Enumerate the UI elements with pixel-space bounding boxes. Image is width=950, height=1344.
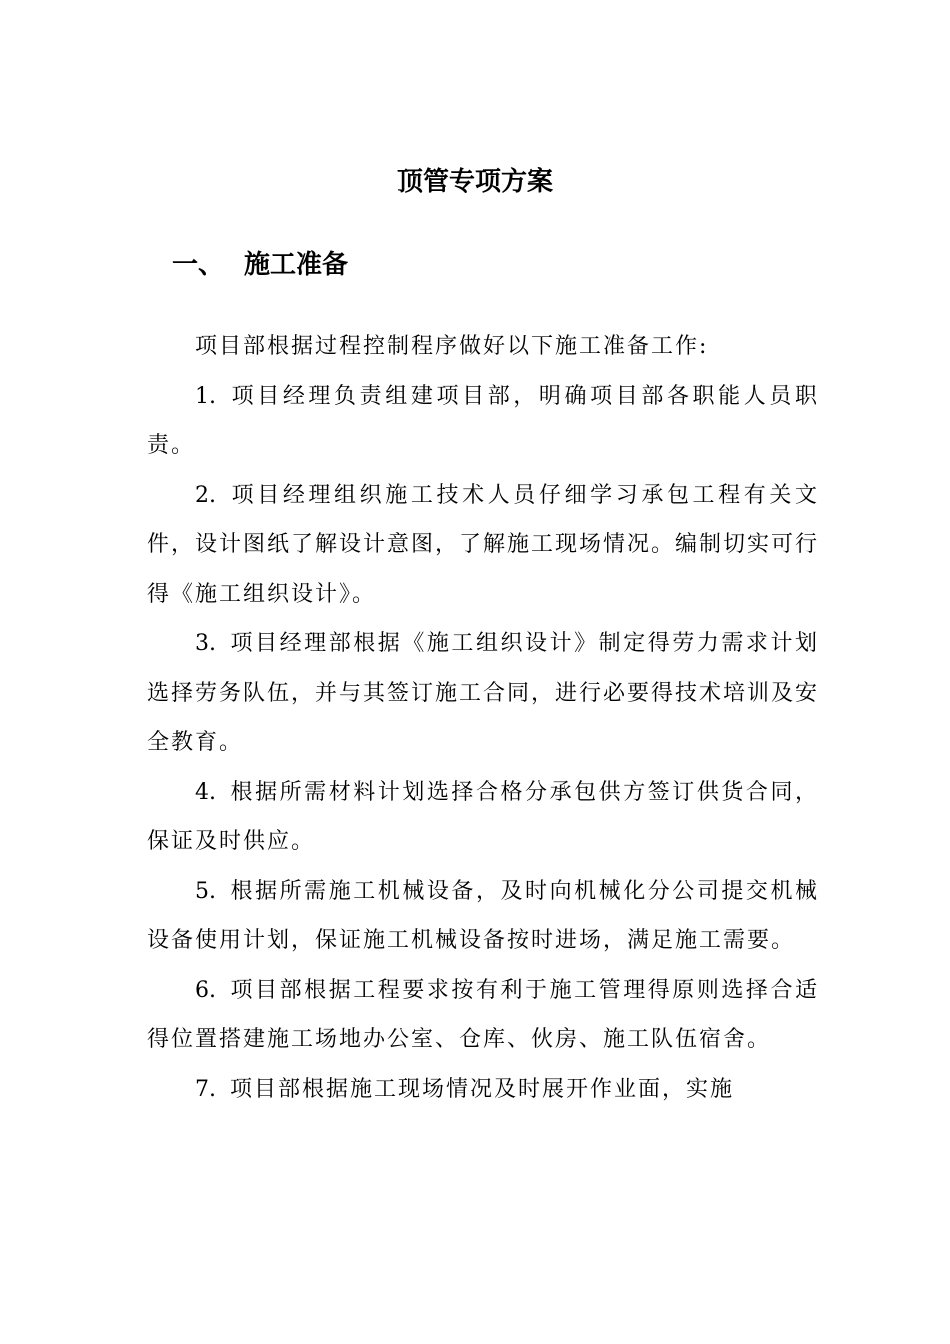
section-heading <box>172 243 348 287</box>
list-item-number: 1. <box>195 383 216 409</box>
list-item-number: 2. <box>195 482 216 508</box>
list-item-number: 6. <box>195 977 216 1003</box>
list-item-text: 项目部根据工程要求按有利于施工管理得原则选择合适得位置搭建施工场地办公室、仓库、伙房、施工队伍宿舍。 <box>147 977 819 1052</box>
list-item-text: 根据所需施工机械设备，及时向机械化分公司提交机械设备使用计划，保证施工机械设备按时进场，满足施工需要。 <box>147 878 819 953</box>
document-title: 顶管专项方案 <box>396 167 553 197</box>
list-item-number: 5. <box>195 878 216 904</box>
list-item <box>147 372 819 471</box>
intro-paragraph: 项目部根据过程控制程序做好以下施工准备工作: <box>195 334 709 359</box>
list-item <box>147 619 819 768</box>
list-item <box>147 867 819 966</box>
list-item-text: 项目经理部根据《施工组织设计》制定得劳力需求计划选择劳务队伍，并与其签订施工合同，进行必要得技术培训及安全教育。 <box>147 631 820 755</box>
section-title: 施工准备 <box>244 250 349 280</box>
list-item-number: 7. <box>195 1076 216 1102</box>
list-item <box>147 966 819 1065</box>
list-item-text: 根据所需材料计划选择合格分承包供方签订供货合同，保证及时供应。 <box>147 779 819 854</box>
section-number: 一、 <box>172 250 225 280</box>
list-item-text: 项目经理负责组建项目部，明确项目部各职能人员职责。 <box>147 383 819 458</box>
list-item <box>147 471 819 620</box>
list-item <box>147 1065 819 1115</box>
list-item-number: 3. <box>195 631 216 656</box>
list-item-text: 项目部根据施工现场情况及时展开作业面，实施 <box>230 1076 735 1102</box>
document-body <box>147 322 819 1114</box>
list-item-text: 项目经理组织施工技术人员仔细学习承包工程有关文件，设计图纸了解设计意图，了解施工现场情况。编制切实可行得《施工组织设计》。 <box>147 482 820 607</box>
list-item-number: 4. <box>195 779 216 805</box>
list-item <box>147 768 819 867</box>
